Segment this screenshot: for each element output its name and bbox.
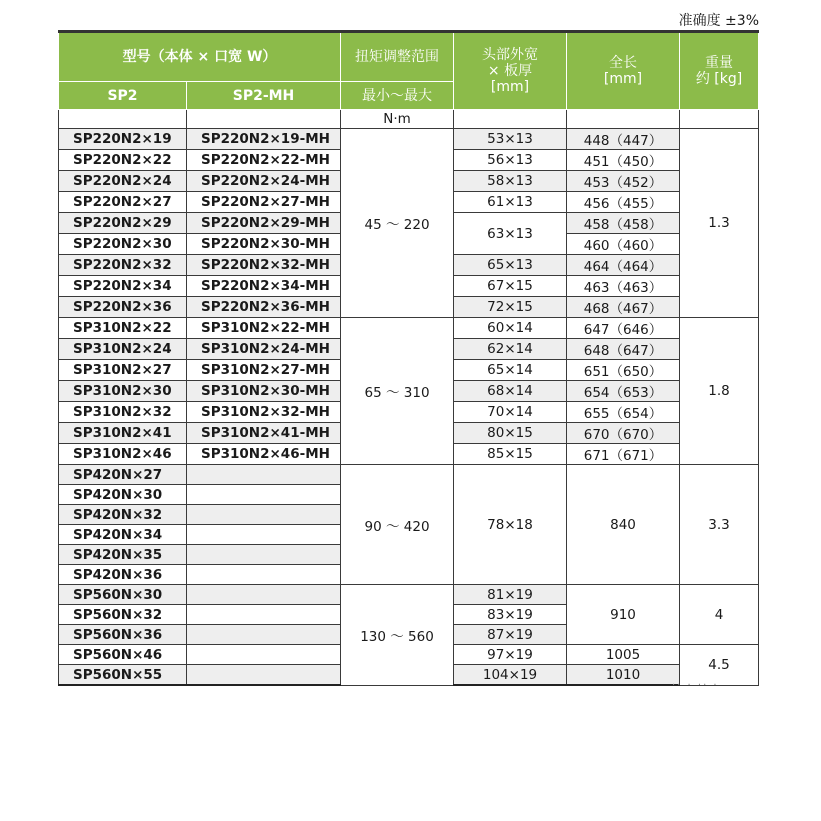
head-width: 70×14 bbox=[454, 402, 567, 423]
table-row bbox=[59, 318, 759, 339]
torque-range: 45 ～ 220 bbox=[341, 129, 454, 318]
spec-table bbox=[58, 30, 759, 686]
sp2-model: SP560N×30 bbox=[59, 585, 187, 605]
weight: 4 bbox=[680, 585, 759, 645]
sp2-model: SP220N2×36 bbox=[59, 297, 187, 318]
head-width: 63×13 bbox=[454, 213, 567, 255]
torque-range: 90 ～ 420 bbox=[341, 465, 454, 585]
head-width: 56×13 bbox=[454, 150, 567, 171]
sp2-model: SP560N×36 bbox=[59, 625, 187, 645]
sp2-model: SP220N2×22 bbox=[59, 150, 187, 171]
sp2mh-model: SP310N2×32-MH bbox=[187, 402, 341, 423]
sp2-model: SP420N×36 bbox=[59, 565, 187, 585]
head-width: 67×15 bbox=[454, 276, 567, 297]
overall-length: 451（450） bbox=[567, 150, 680, 171]
head-width: 104×19 bbox=[454, 665, 567, 686]
overall-length: 647（646） bbox=[567, 318, 680, 339]
head-width: 87×19 bbox=[454, 625, 567, 645]
sp2mh-model: SP310N2×27-MH bbox=[187, 360, 341, 381]
sp2mh-model bbox=[187, 505, 341, 525]
torque-range: 65 ～ 310 bbox=[341, 318, 454, 465]
head-width-header: 头部外宽 × 板厚 [mm] bbox=[454, 32, 567, 110]
head-width: 80×15 bbox=[454, 423, 567, 444]
weight: 1.8 bbox=[680, 318, 759, 465]
sp2-model: SP420N×35 bbox=[59, 545, 187, 565]
sp2mh-model: SP220N2×24-MH bbox=[187, 171, 341, 192]
sp2mh-model: SP310N2×24-MH bbox=[187, 339, 341, 360]
overall-length: 1010 bbox=[567, 665, 680, 686]
page-cut-text: ·· · ·· · bbox=[672, 680, 719, 691]
overall-length: 671（671） bbox=[567, 444, 680, 465]
sp2mh-model bbox=[187, 485, 341, 505]
overall-length: 910 bbox=[567, 585, 680, 645]
sp2-model: SP220N2×30 bbox=[59, 234, 187, 255]
sp2mh-model: SP220N2×29-MH bbox=[187, 213, 341, 234]
overall-length: 670（670） bbox=[567, 423, 680, 444]
sp2mh-model bbox=[187, 605, 341, 625]
sp2mh-model bbox=[187, 565, 341, 585]
weight: 3.3 bbox=[680, 465, 759, 585]
sp2-model: SP310N2×24 bbox=[59, 339, 187, 360]
sp2mh-model: SP310N2×30-MH bbox=[187, 381, 341, 402]
head-width: 60×14 bbox=[454, 318, 567, 339]
sp2-model: SP220N2×34 bbox=[59, 276, 187, 297]
sp2mh-model: SP310N2×41-MH bbox=[187, 423, 341, 444]
length-header: 全长 [mm] bbox=[567, 32, 680, 110]
table-row bbox=[59, 465, 759, 485]
unit-nm: N·m bbox=[341, 110, 454, 129]
overall-length: 464（464） bbox=[567, 255, 680, 276]
sp2mh-model: SP220N2×30-MH bbox=[187, 234, 341, 255]
overall-length: 651（650） bbox=[567, 360, 680, 381]
sp2mh-model bbox=[187, 625, 341, 645]
table-row bbox=[59, 129, 759, 150]
overall-length: 460（460） bbox=[567, 234, 680, 255]
sp2mh-model: SP220N2×36-MH bbox=[187, 297, 341, 318]
weight-header: 重量 约 [kg] bbox=[680, 32, 759, 110]
head-width: 65×14 bbox=[454, 360, 567, 381]
sp2-model: SP220N2×29 bbox=[59, 213, 187, 234]
torque-subheader: 最小～最大 bbox=[341, 82, 454, 110]
head-width: 72×15 bbox=[454, 297, 567, 318]
sp2-header: SP2 bbox=[59, 82, 187, 110]
overall-length: 463（463） bbox=[567, 276, 680, 297]
overall-length: 648（647） bbox=[567, 339, 680, 360]
head-width: 61×13 bbox=[454, 192, 567, 213]
sp2-model: SP420N×34 bbox=[59, 525, 187, 545]
sp2mh-model bbox=[187, 525, 341, 545]
sp2mh-model: SP220N2×19-MH bbox=[187, 129, 341, 150]
sp2-model: SP310N2×41 bbox=[59, 423, 187, 444]
head-width: 68×14 bbox=[454, 381, 567, 402]
overall-length: 654（653） bbox=[567, 381, 680, 402]
head-width: 97×19 bbox=[454, 645, 567, 665]
sp2mh-model bbox=[187, 545, 341, 565]
overall-length: 456（455） bbox=[567, 192, 680, 213]
sp2-model: SP220N2×19 bbox=[59, 129, 187, 150]
sp2-model: SP420N×30 bbox=[59, 485, 187, 505]
sp2-model: SP310N2×32 bbox=[59, 402, 187, 423]
head-width: 53×13 bbox=[454, 129, 567, 150]
overall-length: 1005 bbox=[567, 645, 680, 665]
sp2-model: SP220N2×27 bbox=[59, 192, 187, 213]
overall-length: 453（452） bbox=[567, 171, 680, 192]
head-width: 78×18 bbox=[454, 465, 567, 585]
sp2-model: SP310N2×27 bbox=[59, 360, 187, 381]
sp2-model: SP310N2×22 bbox=[59, 318, 187, 339]
head-width: 85×15 bbox=[454, 444, 567, 465]
head-width: 65×13 bbox=[454, 255, 567, 276]
sp2-model: SP560N×32 bbox=[59, 605, 187, 625]
sp2mh-model bbox=[187, 665, 341, 686]
head-width: 81×19 bbox=[454, 585, 567, 605]
sp2-model: SP310N2×30 bbox=[59, 381, 187, 402]
spec-body bbox=[59, 110, 759, 686]
sp2-model: SP310N2×46 bbox=[59, 444, 187, 465]
head-width: 58×13 bbox=[454, 171, 567, 192]
table-row bbox=[59, 585, 759, 605]
head-width: 83×19 bbox=[454, 605, 567, 625]
sp2mh-model bbox=[187, 585, 341, 605]
overall-length: 655（654） bbox=[567, 402, 680, 423]
overall-length: 448（447） bbox=[567, 129, 680, 150]
sp2mh-model bbox=[187, 645, 341, 665]
overall-length: 840 bbox=[567, 465, 680, 585]
sp2mh-model: SP220N2×22-MH bbox=[187, 150, 341, 171]
sp2mh-model: SP310N2×22-MH bbox=[187, 318, 341, 339]
sp2-model: SP420N×32 bbox=[59, 505, 187, 525]
head-width: 62×14 bbox=[454, 339, 567, 360]
accuracy-note: 准确度 ±3% bbox=[678, 13, 759, 29]
weight: 4.5 bbox=[680, 645, 759, 686]
overall-length: 468（467） bbox=[567, 297, 680, 318]
sp2mh-model: SP220N2×27-MH bbox=[187, 192, 341, 213]
torque-range: 130 ～ 560 bbox=[341, 585, 454, 686]
sp2mh-model: SP220N2×34-MH bbox=[187, 276, 341, 297]
torque-header: 扭矩调整范围 bbox=[341, 32, 454, 82]
sp2-model: SP220N2×24 bbox=[59, 171, 187, 192]
weight: 1.3 bbox=[680, 129, 759, 318]
sp2-model: SP560N×46 bbox=[59, 645, 187, 665]
sp2mh-model: SP310N2×46-MH bbox=[187, 444, 341, 465]
sp2-model: SP560N×55 bbox=[59, 665, 187, 686]
overall-length: 458（458） bbox=[567, 213, 680, 234]
sp2mh-header: SP2-MH bbox=[187, 82, 341, 110]
sp2-model: SP420N×27 bbox=[59, 465, 187, 485]
model-group-header: 型号（本体 × 口宽 W） bbox=[59, 32, 341, 82]
sp2mh-model bbox=[187, 465, 341, 485]
sp2-model: SP220N2×32 bbox=[59, 255, 187, 276]
sp2mh-model: SP220N2×32-MH bbox=[187, 255, 341, 276]
